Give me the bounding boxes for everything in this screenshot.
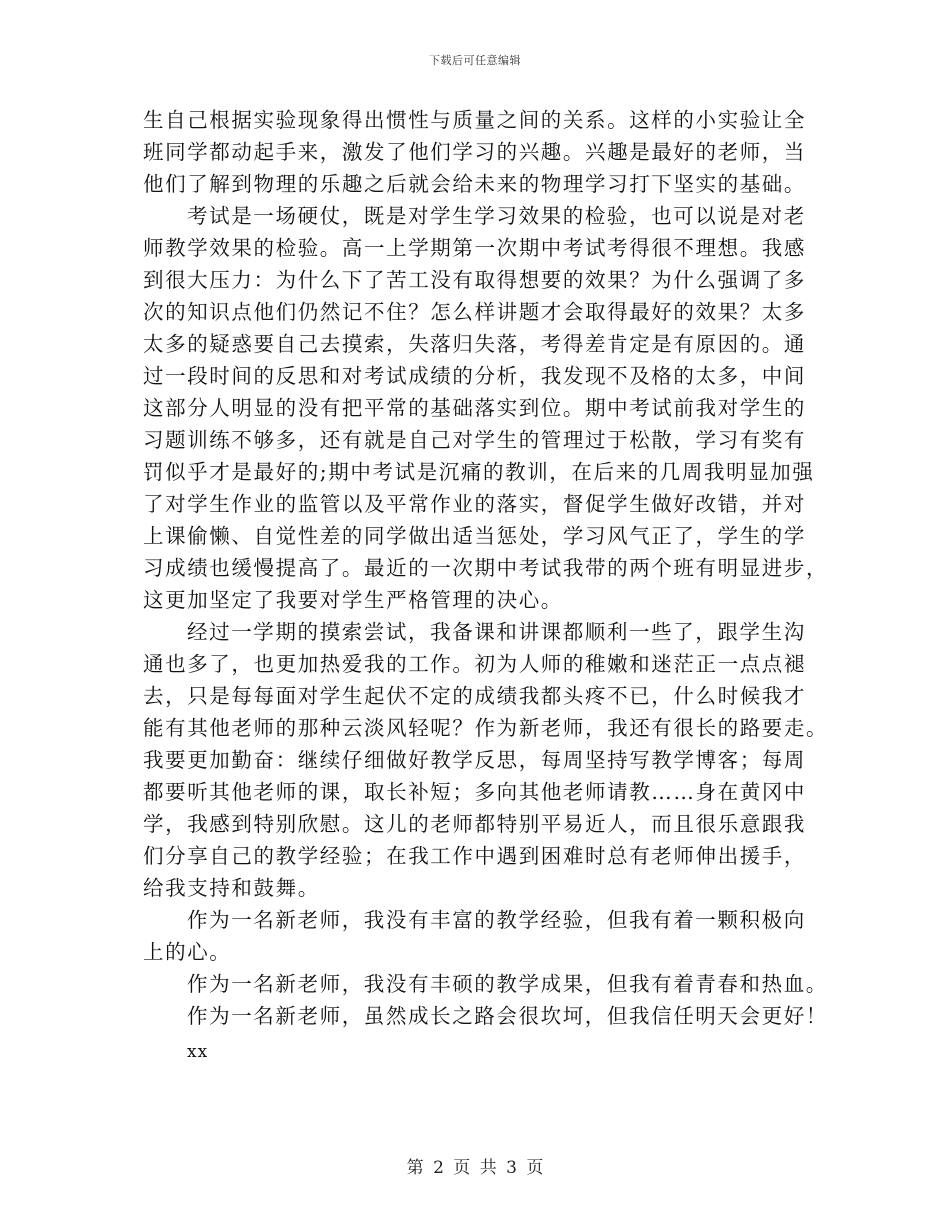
current-page-number: 2 xyxy=(433,1158,444,1178)
text-line: 太多的疑惑要自己去摸索，失落归失落，考得差肯定是有原因的。通 xyxy=(143,332,806,356)
paragraph-5 xyxy=(143,968,828,1000)
text-line: 能有其他老师的那种云淡风轻呢？作为新老师，我还有很长的路要走。 xyxy=(143,716,829,740)
paragraph-4 xyxy=(143,904,811,968)
text-line: 作为一名新老师，虽然成长之路会很坎坷，但我信任明天会更好！ xyxy=(187,1004,828,1028)
paragraph-1 xyxy=(143,104,811,200)
text-line: 了对学生作业的监管以及平常作业的落实，督促学生做好改错，并对 xyxy=(143,492,806,516)
paragraph-6 xyxy=(143,1000,828,1032)
text-line: 考试是一场硬仗，既是对学生学习效果的检验，也可以说是对老 xyxy=(187,204,806,228)
footer-total-word: 共 xyxy=(479,1158,497,1178)
text-line: 学，我感到特别欣慰。这儿的老师都特别平易近人，而且很乐意跟我 xyxy=(143,812,806,836)
text-line: 罚似乎才是最好的;期中考试是沉痛的教训，在后来的几周我明显加强 xyxy=(143,460,815,484)
text-line: 通也多了，也更加热爱我的工作。初为人师的稚嫩和迷茫正一点点褪 xyxy=(143,652,806,676)
text-line: 经过一学期的摸索尝试，我备课和讲课都顺利一些了，跟学生沟 xyxy=(187,620,806,644)
text-line: 他们了解到物理的乐趣之后就会给未来的物理学习打下坚实的基础。 xyxy=(143,172,806,196)
text-line: 这部分人明显的没有把平常的基础落实到位。期中考试前我对学生的 xyxy=(143,396,806,420)
text-line: 都要听其他老师的课，取长补短；多向其他老师请教……身在黄冈中 xyxy=(143,780,806,804)
text-line: 班同学都动起手来，激发了他们学习的兴趣。兴趣是最好的老师，当 xyxy=(143,140,806,164)
text-line: 我要更加勤奋：继续仔细做好教学反思，每周坚持写教学博客；每周 xyxy=(143,748,806,772)
text-line: 上课偷懒、自觉性差的同学做出适当惩处，学习风气正了，学生的学 xyxy=(143,524,806,548)
footer-page-word: 页 xyxy=(453,1158,471,1178)
text-line: 给我支持和鼓舞。 xyxy=(143,876,320,900)
text-line: 去，只是每每面对学生起伏不定的成绩我都头疼不已，什么时候我才 xyxy=(143,684,806,708)
signature: xx xyxy=(187,1042,209,1062)
footer-prefix: 第 xyxy=(406,1158,424,1178)
text-line: 习成绩也缓慢提高了。最近的一次期中考试我带的两个班有明显进步， xyxy=(143,556,829,580)
paragraph-2 xyxy=(143,200,829,616)
text-line: 到很大压力：为什么下了苦工没有取得想要的效果？为什么强调了多 xyxy=(143,268,806,292)
text-line: 过一段时间的反思和对考试成绩的分析，我发现不及格的太多，中间 xyxy=(143,364,806,388)
text-line: 这更加坚定了我要对学生严格管理的决心。 xyxy=(143,588,563,612)
total-page-count: 3 xyxy=(506,1158,517,1178)
text-line: 作为一名新老师，我没有丰富的教学经验，但我有着一颗积极向 xyxy=(187,908,806,932)
text-line: 上的心。 xyxy=(143,940,232,964)
document-body xyxy=(143,104,829,1068)
page-number-footer xyxy=(0,1153,950,1178)
page-header-note: 下载后可任意编辑 xyxy=(429,54,521,67)
text-line: 们分享自己的教学经验；在我工作中遇到困难时总有老师伸出援手， xyxy=(143,844,806,868)
text-line: 次的知识点他们仍然记不住？怎么样讲题才会取得最好的效果？太多 xyxy=(143,300,806,324)
paragraph-3 xyxy=(143,616,829,904)
text-line: 习题训练不够多，还有就是自己对学生的管理过于松散，学习有奖有 xyxy=(143,428,806,452)
text-line: 作为一名新老师，我没有丰硕的教学成果，但我有着青春和热血。 xyxy=(187,972,828,996)
footer-suffix: 页 xyxy=(526,1158,544,1178)
text-line: 师教学效果的检验。高一上学期第一次期中考试考得很不理想。我感 xyxy=(143,236,806,260)
text-line: 生自己根据实验现象得出惯性与质量之间的关系。这样的小实验让全 xyxy=(143,108,806,132)
